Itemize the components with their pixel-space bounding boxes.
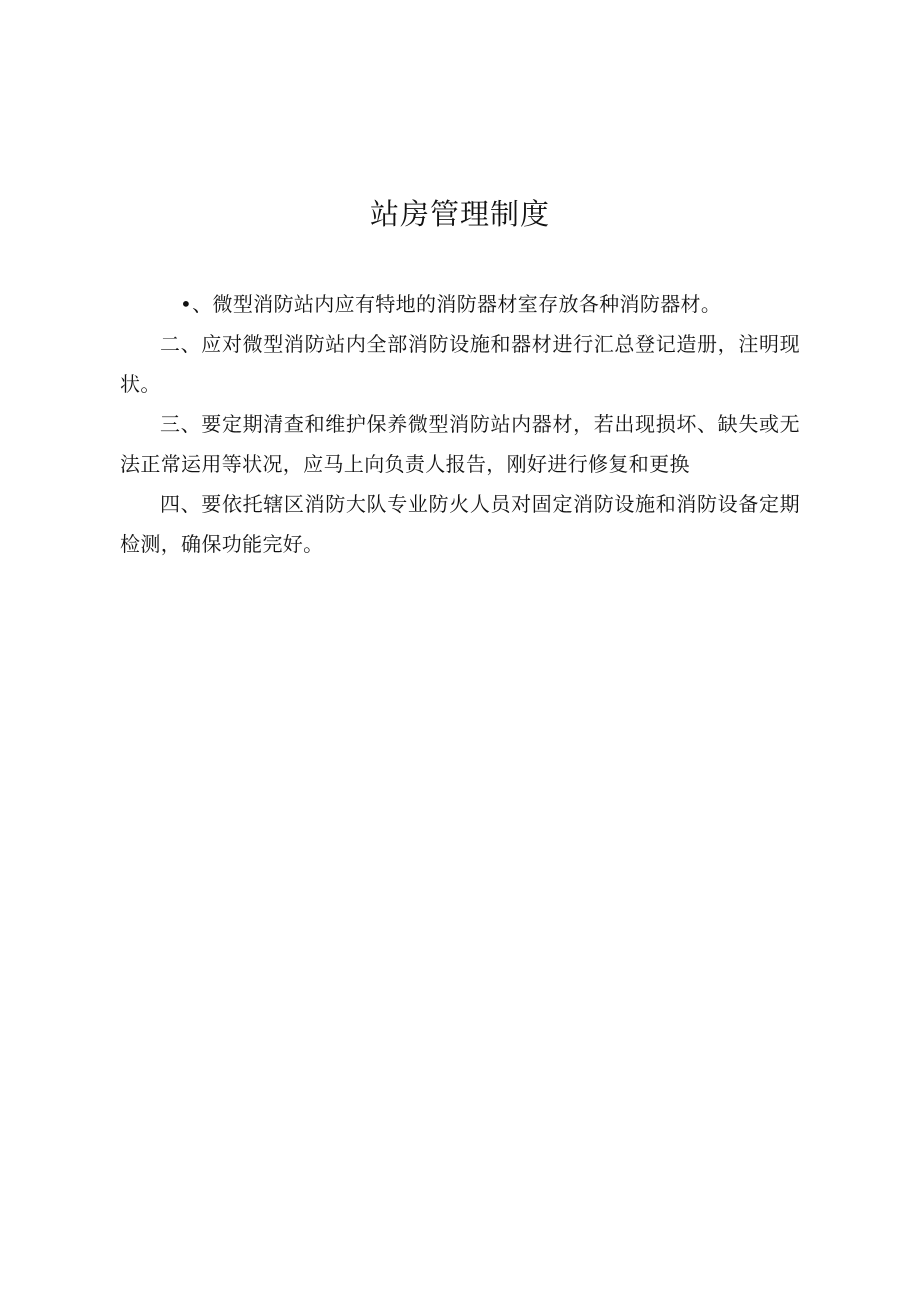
paragraph-1: •、微型消防站内应有特地的消防器材室存放各种消防器材。 xyxy=(180,292,722,316)
document-body xyxy=(120,284,800,564)
paragraph-3: 三、要定期清查和维护保养微型消防站内器材，若出现损坏、缺失或无法正常运用等状况，应马上向负责人报告，刚好进行修复和更换 xyxy=(120,412,800,476)
paragraph-2: 二、应对微型消防站内全部消防设施和器材进行汇总登记造册，注明现状。 xyxy=(120,332,800,396)
paragraph-4: 四、要依托辖区消防大队专业防火人员对固定消防设施和消防设备定期检测，确保功能完好。 xyxy=(120,492,800,556)
page-title: 站房管理制度 xyxy=(369,197,550,231)
